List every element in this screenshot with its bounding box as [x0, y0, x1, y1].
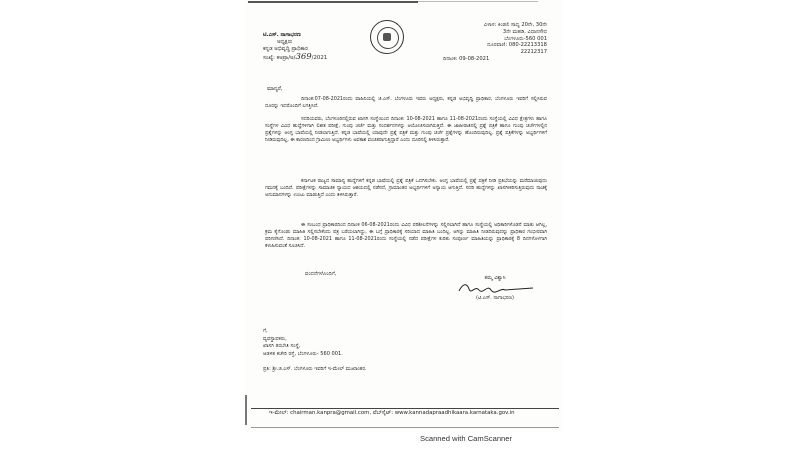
scan-edge [245, 395, 247, 425]
top-border-line-faint [418, 1, 538, 2]
sender-block [263, 32, 327, 62]
signature-icon [445, 281, 545, 295]
paragraph-3: ಕರ್ನಾಟಕ ರಾಜ್ಯದ ಸಾಮಾನ್ಯ ಹುದ್ದೆಗಳಿಗೆ ಕನ್ನಡ ಭಾಷೆಯಲ್ಲಿ ಪ್ರಶ್ನೆ ಪತ್ರಿಕೆ ಒದಗಿಸಬೇಕು. ಆಂಗ್ಲ ಭಾಷೆಯಲ್ಲಿ ಪ್ರಶ್ನೆ ಪತ್ರಿಕೆ ನೀಡಿ ಪ್ರತಿಭೆಯನ್ನು ಮರೆಮಾಚುವುದು ಗಮನಕ್ಕೆ ಬಂದಿದೆ. ಪರೀಕ್ಷೆಗಳನ್ನು ಸಾಮಾಜಿಕ ನ್ಯಾಯದ ಆಶಯದಲ್ಲಿ ನಡೆಸದೆ, ಗ್ರಾಮಾಂತರ ಅಭ್ಯರ್ಥಿಗಳಿಗೆ ಅನ್ಯಾಯ ಆಗುತ್ತಿದೆ. ಸದರಿ ಹುದ್ದೆಗಳನ್ನು ಖಾಸಗೀಕರಿಸುತ್ತಿರುವುದು ನಾಚಿಕ್ಕೆ ಅನುಮಾನಗಳನ್ನು ಉಂಟು ಮಾಡುತ್ತಿದೆ ಎಂದು ತಿಳಿಸಿರುತ್ತಾರೆ. [265, 178, 547, 198]
salutation: ಮಾನ್ಯರೆ, [267, 86, 283, 92]
paragraph-2: ಸದರಿಯವರು, ಬೆಂಗಳೂರಿನಲ್ಲಿರುವ ಖಾಸಗಿ ಸಂಸ್ಥೆಯಿಂದ ದಿನಾಂಕ: 10-08-2021 ಹಾಗೂ 11-08-2021ರಂದು ಸಂಸ್ಥೆಯಲ್ಲಿ ವಿವಿಧ ಕ್ಷೇತ್ರಗಳು ಹಾಗೂ ಸಂಸ್ಥೆಗಳ ವಿವಿಧ ಹುದ್ದೆಗಳಿಗಾಗಿ ಲಿಖಿತ ಪರೀಕ್ಷೆ, ಗುಂಪು ಚರ್ಚೆ ಮತ್ತು ಸಂದರ್ಶನಗಳನ್ನು ಆಯೋಜಿಸಲಾಗಿರುತ್ತದೆ. ಈ ಜಾಹೀರಾತಿನಲ್ಲಿ ಪ್ರಶ್ನೆ ಪತ್ರಿಕೆ ಹಾಗೂ ಗುಂಪು ಚರ್ಚೆಗಳಲ್ಲಿನ ಪ್ರಶ್ನೆಗಳನ್ನು ಆಂಗ್ಲ ಭಾಷೆಯಲ್ಲಿ ನೀಡಲಾಗುತ್ತಿದೆ. ಕನ್ನಡ ಭಾಷೆಯಲ್ಲಿ ಯಾವುದೇ ಪ್ರಶ್ನೆ ಪತ್ರಿಕೆ ಮತ್ತು ಗುಂಪು ಚರ್ಚೆ ಪ್ರಶ್ನೆಗಳನ್ನು ಹೊಂದಿರುವುದಿಲ್ಲ. ಪ್ರಶ್ನೆ ಪತ್ರಿಕೆಗಳನ್ನು ಅಭ್ಯರ್ಥಿಗಳಿಗೆ ನೀಡಿರುವುದಿಲ್ಲ, ಈ ಕಾರಣದಿಂದ ಗ್ರಾಮೀಣ ಅಭ್ಯರ್ಥಿಗಳು ಅವಕಾಶ ವಂಚಿತರಾಗುತ್ತಿದ್ದಾರೆ ಎಂದು ದೂರಿನಲ್ಲಿ ತಿಳಿಸಿರುತ್ತಾರೆ. [265, 116, 547, 143]
letter-date: ದಿನಾಂಕ: 09-08-2021 [443, 55, 490, 62]
sender-org: ಕನ್ನಡ ಅಭಿವೃದ್ಧಿ ಪ್ರಾಧಿಕಾರ [263, 46, 308, 53]
footer-divider [251, 408, 559, 409]
signature-block [445, 275, 545, 301]
camscanner-watermark: Scanned with CamScanner [420, 434, 513, 443]
scanned-letter [245, 0, 563, 432]
paragraph-1: ದಿನಾಂಕ:07-08-2021ರಂದು ವಾಹಿನಿಯಲ್ಲಿ ಜಿ.ಎಸ್. ಬೆಂಗಳೂರು ಇವರು ಅಧ್ಯಕ್ಷರು, ಕನ್ನಡ ಅಭಿವೃದ್ಧಿ ಪ್ರಾಧಿಕಾರ, ಬೆಂಗಳೂರು ಇವರಿಗೆ ಸಲ್ಲಿಸಿರುವ ದೂರನ್ನು ಇದರೊಂದಿಗೆ ಲಗತ್ತಿಸಿದೆ. [265, 96, 547, 109]
footer-contact: ಇ-ಮೇಲ್: chairman.kanpra@gmail.com, ವೆಬ್‌ಸೈಟ್: www.kannadapraadhikaara.karnataka.gov.in [269, 410, 515, 416]
government-emblem-icon [370, 20, 404, 54]
reference-number: ಸಂಖ್ಯೆ: ಕಅಪ್ರಾ/ಅ/369/2021 [263, 51, 328, 62]
signatory-name: (ಟಿ.ಎಸ್. ನಾಗಾಭರಣ) [475, 295, 515, 301]
sender-name: ಟಿ.ಎಸ್. ನಾಗಾಭರಣ [263, 32, 301, 38]
regards: ತಮ್ಮ ವಿಶ್ವಾಸಿ [484, 275, 506, 281]
top-border-line [248, 1, 418, 3]
address-block: ವಿಳಾಸ: ಕಿಂಡಲಿ ಸಾಧ್ಯ 20ನೇ, 30ನೇ 3ನೇ ಮಹಡಿ, ವಿಧಾನಸೌಧ ಬೆಂಗಳೂರು-560 001 ದೂರವಾಣಿ: 080-22213318 22212317 ದಿನಾಂಕ: 09-08-2021 [435, 22, 547, 63]
sender-title: ಅಧ್ಯಕ್ಷರು [277, 39, 293, 46]
email-link[interactable]: chairman.kanpra@gmail.com, [290, 410, 372, 416]
copy-to: ಪ್ರತಿ: ಶ್ರೀ.ಜಿ.ಎಸ್. ಬೆಂಗಳೂರು ಇವರಿಗೆ ಇ-ಮೇಲ್ ಮುಖಾಂತರ. [263, 366, 367, 372]
closing: ವಂದನೆಗಳೊಂದಿಗೆ, [305, 271, 337, 277]
website-link[interactable]: www.kannadapraadhikaara.karnataka.gov.in [394, 410, 515, 416]
paragraph-4: ಈ ಸಂಬಂಧ ಪ್ರಾಧಿಕಾರದಿಂದ ದಿನಾಂಕ 06-08-2021ರಂದು ವಿವಿಧ ಪರಿಶೀಲನೆಗಳನ್ನು ಸಲ್ಲಿಸಲಾಗಿದೆ ಹಾಗೂ ಸಂಸ್ಥೆಯಲ್ಲಿ ಅಧಿಕಾರಿಗಳೊಡನೆ ಮಾತು ಆಗಿಲ್ಲ, ಕ್ರಮ ಕೈಗೊಂಡು ಮಾಹಿತಿ ಸಲ್ಲಿಸಬೇಕೆಂದು ಪತ್ರ ಬರೆಯಲಾಗಿದ್ದು, ಈ ಬಗ್ಗೆ ಪ್ರಾಧಿಕಾರಕ್ಕೆ ಸರಿಯಾದ ಮಾಹಿತಿ ಬಂದಿಲ್ಲ. ಆಗಿನ್ನು ಮಾಹಿತಿ ನೀಡದಿರುವುದನ್ನು ಪ್ರಾಧಿಕಾರ ಗಂಭೀರವಾಗಿ ಪರಿಗಣಿಸಿದೆ. ದಿನಾಂಕ: 10-08-2021 ಹಾಗೂ 11-08-2021ರಂದು ಸಂಸ್ಥೆಯಲ್ಲಿ ನಡೆದ ಪರೀಕ್ಷೆಗಳ ಕುರಿತು ಸಂಪೂರ್ಣ ಮಾಹಿತಿಯನ್ನು ಪ್ರಾಧಿಕಾರಕ್ಕೆ 8 ದಿನಗಳೊಳಗಾಗಿ ಕಳುಹಿಸುವಂತೆ ಸೂಚಿಸಿದೆ. [265, 222, 547, 249]
bottom-border-line [251, 427, 559, 428]
recipient-block: ಗೆ, ವ್ಯವಸ್ಥಾಪಕರು, ಖಾಸಗಿ ತರಬೇತಿ ಸಂಸ್ಥೆ, ಆಡಳಿತ ಕಚೇರಿ ರಸ್ತೆ, ಬೆಂಗಳೂರು- 560 001. [263, 328, 343, 357]
